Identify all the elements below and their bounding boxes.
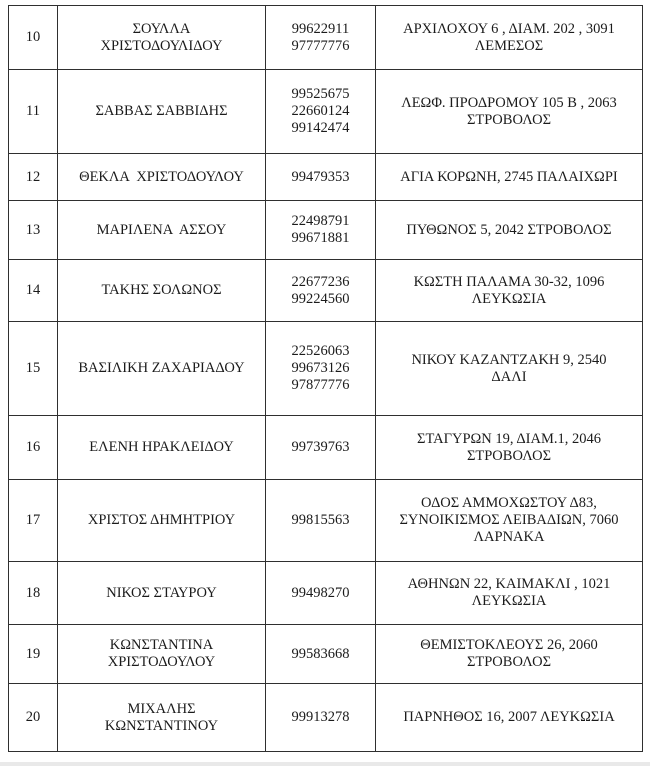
row-number-cell: [9, 625, 58, 684]
phone-cell-line: 99498270: [291, 584, 350, 601]
name-cell: [58, 480, 266, 562]
directory-rows: [9, 6, 643, 752]
address-cell-line: ΛΕΥΚΩΣΙΑ: [471, 593, 547, 609]
address-cell-line: ΟΔΟΣ ΑΜΜΟΧΩΣΤΟΥ Δ83,: [421, 495, 597, 511]
row-number-cell-line: 12: [25, 168, 41, 185]
phone-cell: [266, 322, 376, 416]
name-cell-line: ΣΑΒΒΑΣ ΣΑΒΒΙΔΗΣ: [95, 103, 228, 119]
phone-cell-line: 99673126: [291, 360, 350, 376]
name-cell: [58, 322, 266, 416]
phone-cell-line: 99913278: [291, 709, 350, 725]
phone-cell: [266, 260, 376, 322]
row-number-cell: [9, 416, 58, 480]
address-cell: [376, 562, 643, 625]
address-cell-line: ΠΥΘΩΝΟΣ 5, 2042 ΣΤΡΟΒΟΛΟΣ: [406, 221, 612, 238]
name-cell-line: ΤΑΚΗΣ ΣΟΛΩΝΟΣ: [101, 282, 222, 298]
scan-edge-shadow: [0, 762, 650, 766]
name-cell-line: ΣΟΥΛΛΑ: [132, 20, 191, 37]
phone-cell: [266, 625, 376, 684]
row-number-cell-line: 18: [25, 584, 41, 601]
phone-cell-line: 22660124: [291, 103, 350, 119]
phone-cell-line: 97777776: [291, 37, 350, 54]
address-cell-line: ΣΤΡΟΒΟΛΟΣ: [466, 447, 552, 464]
phone-cell-line: 22677236: [291, 273, 350, 290]
address-cell-line: ΣΤΑΓΥΡΩΝ 19, ΔΙΑΜ.1, 2046: [417, 430, 601, 447]
address-cell-line: ΚΩΣΤΗ ΠΑΛΑΜΑ 30-32, 1096: [413, 273, 605, 290]
address-cell: [376, 70, 643, 154]
table-row: [9, 154, 643, 201]
phone-directory-table: [8, 5, 643, 752]
address-cell: [376, 480, 643, 562]
name-cell: [58, 416, 266, 480]
name-cell-line: ΧΡΙΣΤΟΣ ΔΗΜΗΤΡΙΟΥ: [87, 512, 236, 528]
table-row: [9, 322, 643, 416]
row-number-cell-line: 11: [26, 103, 40, 119]
phone-cell-line: 99583668: [291, 645, 350, 662]
row-number-cell: [9, 480, 58, 562]
name-cell: [58, 70, 266, 154]
row-number-cell: [9, 6, 58, 70]
name-cell: [58, 684, 266, 752]
name-cell-line: ΝΙΚΟΣ ΣΤΑΥΡΟΥ: [106, 584, 217, 601]
name-cell: [58, 260, 266, 322]
name-cell: [58, 562, 266, 625]
name-cell-line: ΚΩΝΣΤΑΝΤΙΝΑ: [109, 637, 214, 653]
phone-cell-line: 99525675: [291, 86, 350, 102]
row-number-cell: [9, 684, 58, 752]
name-cell-line: ΒΑΣΙΛΙΚΗ ΖΑΧΑΡΙΑΔΟΥ: [78, 360, 245, 376]
address-cell-line: ΣΤΡΟΒΟΛΟΣ: [466, 111, 552, 128]
row-number-cell: [9, 154, 58, 201]
phone-cell-line: 97877776: [291, 377, 350, 393]
address-cell: [376, 625, 643, 684]
row-number-cell-line: 16: [25, 439, 41, 455]
address-cell-line: ΝΙΚΟΥ ΚΑΖΑΝΤΖΑΚΗ 9, 2540: [411, 351, 607, 368]
name-cell: [58, 625, 266, 684]
address-cell: [376, 416, 643, 480]
row-number-cell-line: 17: [25, 512, 41, 528]
row-number-cell-line: 13: [25, 221, 41, 238]
phone-cell-line: 99622911: [291, 20, 350, 37]
name-cell: [58, 154, 266, 201]
address-cell: [376, 6, 643, 70]
name-cell-line: ΘΕΚΛΑ ΧΡΙΣΤΟΔΟΥΛΟΥ: [79, 168, 244, 185]
name-cell-line: ΜΙΧΑΛΗΣ: [127, 700, 196, 717]
phone-cell: [266, 480, 376, 562]
row-number-cell: [9, 322, 58, 416]
address-cell-line: ΑΘΗΝΩΝ 22, ΚΑΙΜΑΚΛΙ , 1021: [407, 576, 611, 592]
address-cell-line: ΠΑΡΝΗΘΟΣ 16, 2007 ΛΕΥΚΩΣΙΑ: [403, 709, 615, 725]
phone-cell-line: 99739763: [291, 439, 350, 455]
phone-cell-line: 99671881: [291, 230, 350, 246]
row-number-cell-line: 14: [25, 282, 41, 298]
name-cell-line: ΕΛΕΝΗ ΗΡΑΚΛΕΙΔΟΥ: [89, 439, 234, 455]
address-cell-line: ΛΕΩΦ. ΠΡΟΔΡΟΜΟΥ 105 Β , 2063: [401, 94, 617, 111]
phone-cell: [266, 416, 376, 480]
address-cell: [376, 154, 643, 201]
address-cell: [376, 260, 643, 322]
phone-cell-line: 99142474: [291, 120, 350, 136]
row-number-cell-line: 15: [25, 360, 41, 376]
name-cell-line: ΧΡΙΣΤΟΔΟΥΛΙΔΟΥ: [100, 37, 223, 54]
name-cell-line: ΜΑΡΙΛΕΝΑ ΑΣΣΟΥ: [96, 221, 227, 238]
name-cell: [58, 6, 266, 70]
row-number-cell-line: 20: [25, 709, 41, 725]
address-cell: [376, 684, 643, 752]
address-cell-line: ΛΑΡΝΑΚΑ: [473, 529, 545, 545]
name-cell: [58, 201, 266, 260]
address-cell-line: ΑΓΙΑ ΚΟΡΩΝΗ, 2745 ΠΑΛΑΙΧΩΡΙ: [400, 168, 618, 185]
row-number-cell: [9, 260, 58, 322]
phone-cell: [266, 684, 376, 752]
row-number-cell: [9, 70, 58, 154]
phone-cell-line: 99224560: [291, 290, 350, 307]
phone-cell-line: 22526063: [291, 343, 350, 359]
table-row: [9, 625, 643, 684]
address-cell-line: ΔΑΛΙ: [491, 368, 527, 385]
row-number-cell-line: 19: [25, 645, 41, 662]
phone-cell-line: 99479353: [291, 168, 350, 185]
table-row: [9, 70, 643, 154]
address-cell: [376, 201, 643, 260]
address-cell-line: ΑΡΧΙΛΟΧΟΥ 6 , ΔΙΑΜ. 202 , 3091: [403, 20, 615, 37]
address-cell-line: ΛΕΥΚΩΣΙΑ: [471, 290, 547, 307]
table-row: [9, 562, 643, 625]
row-number-cell: [9, 562, 58, 625]
phone-cell: [266, 154, 376, 201]
phone-cell-line: 22498791: [291, 213, 350, 229]
table-row: [9, 201, 643, 260]
table-row: [9, 260, 643, 322]
row-number-cell-line: 10: [25, 29, 41, 45]
table-row: [9, 416, 643, 480]
address-cell-line: ΘΕΜΙΣΤΟΚΛΕΟΥΣ 26, 2060: [420, 637, 598, 653]
address-cell-line: ΣΤΡΟΒΟΛΟΣ: [466, 654, 552, 670]
row-number-cell: [9, 201, 58, 260]
address-cell-line: ΣΥΝΟΙΚΙΣΜΟΣ ΛΕΙΒΑΔΙΩΝ, 7060: [399, 512, 619, 528]
phone-cell: [266, 6, 376, 70]
address-cell: [376, 322, 643, 416]
phone-cell: [266, 70, 376, 154]
name-cell-line: ΚΩΝΣΤΑΝΤΙΝΟΥ: [104, 717, 219, 734]
phone-cell: [266, 562, 376, 625]
address-cell-line: ΛΕΜΕΣΟΣ: [474, 37, 544, 54]
table-row: [9, 6, 643, 70]
phone-cell-line: 99815563: [291, 512, 350, 528]
name-cell-line: ΧΡΙΣΤΟΔΟΥΛΟΥ: [107, 654, 216, 670]
table-row: [9, 480, 643, 562]
phone-cell: [266, 201, 376, 260]
table-row: [9, 684, 643, 752]
